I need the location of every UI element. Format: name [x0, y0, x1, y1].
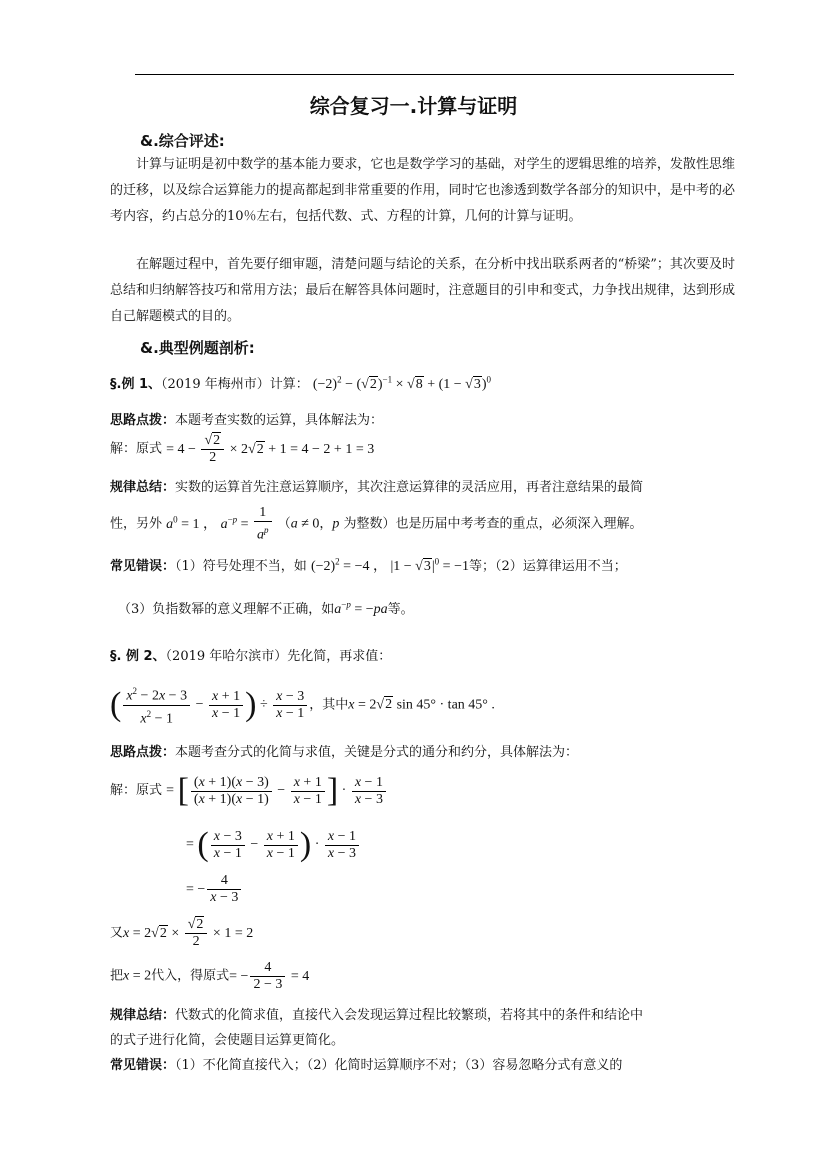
- example2-rule-line2: 的式子进行化简，会使题目运算更简化。: [110, 1033, 345, 1048]
- example2-again: 又: [110, 925, 124, 941]
- example1-hint: [110, 409, 383, 428]
- example2-hint-text: 本题考查分式的化简与求值，关键是分式的通分和约分，具体解法为：: [175, 745, 579, 760]
- example2-expression: ( $\frac{x^2 - 2x - 3}{x^2 - 1}$ − $\frac{x + 1}{x - 1}$ ) ÷ $\frac{x - 3}{x - 1}$ ，其中x = 2√2 sin 45° · tan 45° .: [110, 683, 495, 727]
- example1-rule-line1: [110, 476, 643, 495]
- example2-where: ，其中: [309, 697, 349, 713]
- example1-hint-text: 本题考查实数的运算，具体解法为：: [175, 413, 384, 428]
- example2-source: （2019 年哈尔滨市）先化简，再求值：: [165, 649, 392, 664]
- review-paragraph-1: 计算与证明是初中数学的基本能力要求，它也是数学学习的基础，对学生的逻辑思维的培养，发散性思维的迁移，以及综合运算能力的提高都起到非常重要的作用，同时它也渗透到数学各部分的知识中，是中考的必考内容，约占总分的10％左右，包括代数、式、方程的计算，几何的计算与证明。: [110, 157, 735, 224]
- example1-error-line2: （3）负指数幂的意义理解不正确，如$a^{-p} = -pa$等。: [118, 599, 414, 617]
- example2-sol-label: 解：原式: [110, 783, 163, 799]
- example1-rule-text-b1: 性，另外: [110, 516, 163, 532]
- example2-error-text: （1）不化简直接代入；（2）化简时运算顺序不对；（3）容易忽略分式有意义的: [175, 1058, 623, 1073]
- example2-problem: [110, 645, 391, 664]
- example1-rule-text-a: 实数的运算首先注意运算顺序，其次注意运算律的灵活应用，再者注意结果的最简: [175, 480, 644, 495]
- example1-hint-label: 思路点拨：: [110, 413, 176, 428]
- example2-hint: [110, 741, 578, 760]
- header-rule: [135, 74, 734, 75]
- example1-error-text-a1: （1）符号处理不当，如: [175, 559, 307, 574]
- example2-substitution: 把x = 2代入，得原式= − $\frac{4}{2 - 3}$ = 4: [110, 960, 310, 992]
- example1-error-text-b1: （3）负指数幂的意义理解不正确，如: [118, 602, 335, 617]
- example1-rule-text-b2: （: [277, 516, 291, 532]
- example2-subst-b: 代入，得原式: [151, 968, 230, 984]
- example2-error-line: [110, 1054, 622, 1073]
- example1-error-text-a2: 等；（2）运算律运用不当；: [468, 559, 627, 574]
- example2-subst-a: 把: [110, 968, 124, 984]
- example2-rule-text-a: 代数式的化简求值，直接代入会发现运算过程比较繁琐，若将其中的条件和结论中: [175, 1008, 644, 1023]
- example2-rule-label: 规律总结：: [110, 1008, 176, 1023]
- section-examples-heading: &.典型例题剖析:: [140, 339, 255, 357]
- example1-error-text-b2: 等。: [387, 602, 414, 617]
- page-title: 综合复习一.计算与证明: [309, 94, 518, 118]
- example1-source: （2019 年梅州市）计算：: [161, 377, 309, 392]
- section-review-heading: &.综合评述:: [140, 132, 225, 150]
- example1-sol-label: 解：原式: [110, 441, 163, 457]
- example1-rule-label: 规律总结：: [110, 480, 176, 495]
- example1-rule-text-b3: ，: [319, 516, 333, 532]
- example2-rule-line1: [110, 1004, 643, 1023]
- example2-hint-label: 思路点拨：: [110, 745, 176, 760]
- example1-expression: $(-2)^2 - (√2)^{-1} \times √8 + (1 - √3)^0$: [312, 374, 492, 392]
- example2-error-label: 常见错误：: [110, 1058, 176, 1073]
- example1-label: §.例 1、: [110, 377, 162, 392]
- example1-problem: [110, 373, 491, 393]
- example2-x-value: 又x = 2√2 × $\frac{√2}{2}$ × 1 = 2: [110, 917, 254, 949]
- review-paragraph-2: 在解题过程中，首先要仔细审题，清楚问题与结论的关系，在分析中找出联系两者的“桥梁”；其次要及时总结和归纳解答技巧和常用方法；最后在解答具体问题时，注意题目的引申和变式，力争找出规律，达到形成自己解题模式的目的。: [110, 257, 735, 324]
- example2-solution-step3: = − $\frac{4}{x - 3}$: [186, 873, 243, 906]
- example1-solution: 解：原式 = 4 − $\frac{√2}{2}$ × 2√2 + 1 = 4 − 2 + 1 = 3: [110, 433, 375, 465]
- example2-solution-step2: = ( $\frac{x - 3}{x - 1}$ − $\frac{x + 1}{x - 1}$ ) · $\frac{x - 1}{x - 3}$: [186, 828, 361, 862]
- example1-rule-text-b4: 为整数）也是历届中考考查的重点，必须深入理解。: [343, 516, 643, 532]
- example1-rule-line2: 性，另外 $a^0 = 1$ ， $a^{-p}$ = $\frac{1}{a^p}$ （a ≠ 0，p 为整数）也是历届中考考查的重点，必须深入理解。: [110, 505, 643, 543]
- example1-error-label: 常见错误：: [110, 559, 176, 574]
- example2-solution-step1: 解：原式 = [ $\frac{(x + 1)(x - 3)}{(x + 1)(x - 1)}$ − $\frac{x + 1}{x - 1}$ ] · $\frac{x - 1}{x - 3}$: [110, 774, 388, 808]
- example1-error-line1: 常见错误：（1）符号处理不当，如 $(-2)^2 = -4$ ， $|1 - √3|^0 = -1$等；（2）运算律运用不当；: [110, 556, 627, 574]
- example2-label: §. 例 2、: [110, 649, 166, 664]
